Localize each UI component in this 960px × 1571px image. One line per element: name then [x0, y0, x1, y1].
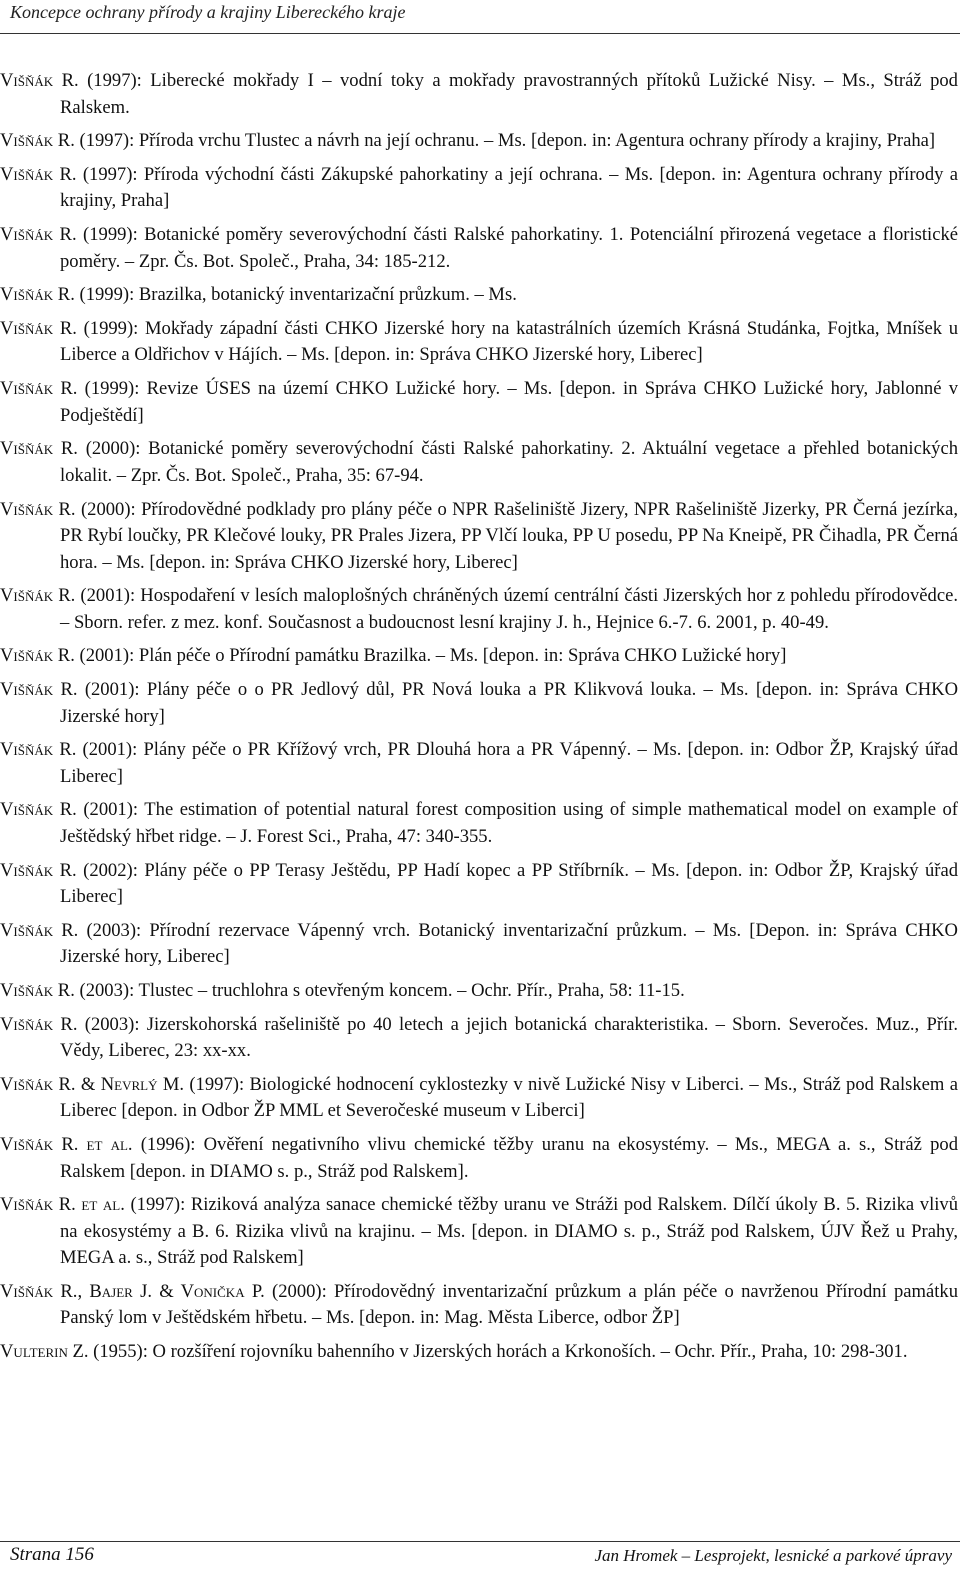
- reference-author: Višňák R.: [0, 70, 79, 91]
- reference-text: (1999): Mokřady západní části CHKO Jizerské hory na katastrálních územích Krásná Studánka, Fojtka, Mníšek u Liberce a Oldřichov v Hájích. – Ms. [depon. in: Správa CHKO Jizerské hory, Liberec]: [60, 317, 958, 366]
- reference-entry: [0, 583, 958, 636]
- reference-entry: [0, 1339, 958, 1366]
- reference-text: (2001): Hospodaření v lesích maloplošných chráněných území centrální části Jizerských hor z pohledu přírodovědce. – Sborn. refer. z mez. konf. Současnost a budoucnost lesní krajiny J. h., Hejnice 6.-7. 6. 2001, p. 40-49.: [60, 585, 958, 633]
- reference-entry: [0, 497, 958, 577]
- reference-entry: [0, 376, 958, 429]
- reference-author: Višňák R.: [0, 317, 77, 339]
- reference-author: Višňák R.: [0, 585, 76, 607]
- reference-text: (1996): Ověření negativního vlivu chemické těžby uranu na ekosystémy. – Ms., MEGA a. s., Stráž pod Ralskem [depon. in DIAMO s. p., Stráž pod Ralskem].: [60, 1134, 958, 1182]
- running-header: Koncepce ochrany přírody a krajiny Libereckého kraje: [10, 2, 406, 22]
- reference-author: Višňák R.: [0, 679, 78, 701]
- reference-text: (2002): Plány péče o PP Terasy Ještědu, PP Hadí kopec a PP Stříbrník. – Ms. [depon. in: Odbor ŽP, Krajský úřad Liberec]: [60, 859, 958, 908]
- reference-text: (1997): Riziková analýza sanace chemické těžby uranu ve Stráži pod Ralskem. Dílčí úkoly B. 5. Rizika vlivů na ekosystémy a B. 6. Rizika vlivů na krajinu. – Ms. [depon. in DIAMO s. p., Stráž pod Ralskem, ÚJV Řež u Prahy, MEGA a. s., Stráž pod Ralskem]: [60, 1194, 959, 1269]
- reference-entry: [0, 918, 958, 971]
- reference-entry: [0, 1072, 958, 1125]
- reference-text: (1999): Botanické poměry severovýchodní části Ralské pahorkatiny. 1. Potenciální přirozená vegetace a floristické poměry. – Zpr. Čs. Bot. Společ., Praha, 34: 185-212.: [60, 224, 958, 272]
- reference-list: [0, 68, 958, 1373]
- page-number: Strana 156: [10, 1544, 94, 1565]
- reference-text: (1997): Příroda vrchu Tlustec a návrh na její ochranu. – Ms. [depon. in: Agentura ochrany přírody a krajiny, Praha]: [74, 130, 936, 152]
- reference-entry: [0, 1132, 958, 1185]
- reference-text: (2001): Plány péče o o PR Jedlový důl, PR Nová louka a PR Klikvová louka. – Ms. [depon. in: Správa CHKO Jizerské hory]: [60, 679, 958, 727]
- reference-author: Višňák R.: [0, 378, 78, 400]
- reference-text: (1997): Příroda východní části Zákupské pahorkatiny a její ochrana. – Ms. [depon. in: Agentura ochrany přírody a krajiny, Praha]: [60, 163, 958, 212]
- reference-entry: [0, 436, 958, 489]
- reference-entry: [0, 677, 958, 730]
- reference-author: Višňák R.: [0, 498, 76, 520]
- reference-text: (2000): Botanické poměry severovýchodní části Ralské pahorkatiny. 2. Aktuální vegetace a přehled botanických lokalit. – Zpr. Čs. Bot. Společ., Praha, 35: 67-94.: [60, 438, 958, 486]
- footer-publisher: Jan Hromek – Lesprojekt, lesnické a parkové úpravy: [594, 1546, 952, 1565]
- reference-entry: [0, 162, 958, 215]
- reference-author: Vulterin Z.: [0, 1341, 89, 1363]
- reference-entry: [0, 222, 958, 275]
- reference-text: (2003): Jizerskohorská rašeliniště po 40 letech a jejich botanická charakteristika. – Sborn. Severočes. Muz., Přír. Vědy, Liberec, 23: xx-xx.: [60, 1013, 958, 1062]
- reference-text: (2000): Přírodovědné podklady pro plány péče o NPR Rašeliniště Jizery, NPR Rašeliniště Jizerky, PR Černá jezírka, PR Rybí loučky, PR Klečové louky, PR Prales Jizera, PP Vlčí louka, PP U posedu, PP Na Kneipě, PR Čihadla, PR Černá hora. – Ms. [depon. in: Správa CHKO Jizerské hory, Liberec]: [60, 498, 958, 573]
- reference-text: (2000): Přírodovědný inventarizační průzkum a plán péče o navrženou Přírodní památku Panský lom v Ještědském hřbetu. – Ms. [depon. in: Mag. Města Liberce, odbor ŽP]: [60, 1280, 958, 1329]
- reference-author: Višňák R. et al.: [0, 1134, 133, 1156]
- reference-author: Višňák R.: [0, 645, 75, 667]
- reference-text: (1955): O rozšíření rojovníku bahenního v Jizerských horách a Krkonoších. – Ochr. Přír., Praha, 10: 298-301.: [88, 1341, 908, 1363]
- header-rule: [0, 33, 960, 34]
- reference-author: Višňák R.: [0, 284, 75, 306]
- reference-author: Višňák R., Bajer J. & Vonička P.: [0, 1280, 265, 1302]
- reference-entry: [0, 737, 958, 790]
- reference-author: Višňák R. et al.: [0, 1194, 125, 1216]
- reference-author: Višňák R.: [0, 130, 75, 152]
- reference-entry: [0, 282, 958, 309]
- reference-entry: [0, 643, 958, 670]
- reference-entry: [0, 68, 958, 121]
- reference-author: Višňák R.: [0, 739, 77, 761]
- reference-text: (1999): Revize ÚSES na území CHKO Lužické hory. – Ms. [depon. in Správa CHKO Lužické hory, Jablonné v Podještědí]: [60, 378, 958, 426]
- reference-entry: [0, 1192, 958, 1272]
- reference-author: Višňák R.: [0, 980, 75, 1001]
- reference-text: (2001): Plán péče o Přírodní památku Brazilka. – Ms. [depon. in: Správa CHKO Lužické hory]: [74, 645, 787, 667]
- footer-rule: [0, 1541, 960, 1542]
- reference-entry: [0, 797, 958, 850]
- reference-entry: [0, 1279, 958, 1332]
- reference-entry: [0, 978, 958, 1005]
- reference-text: (2001): The estimation of potential natural forest composition using of simple mathematical model on example of Ještědský hřbet ridge. – J. Forest Sci., Praha, 47: 340-355.: [60, 799, 958, 847]
- reference-author: Višňák R.: [0, 1013, 78, 1035]
- reference-entry: [0, 316, 958, 369]
- reference-text: (2003): Tlustec – truchlohra s otevřeným koncem. – Ochr. Přír., Praha, 58: 11-15.: [74, 980, 685, 1001]
- reference-author: Višňák R.: [0, 799, 77, 821]
- reference-author: Višňák R. & Nevrlý M.: [0, 1073, 185, 1095]
- reference-author: Višňák R.: [0, 438, 78, 460]
- reference-author: Višňák R.: [0, 919, 79, 941]
- reference-entry: [0, 858, 958, 911]
- reference-author: Višňák R.: [0, 859, 77, 881]
- reference-author: Višňák R.: [0, 163, 77, 185]
- reference-entry: [0, 128, 958, 155]
- reference-text: (1997): Liberecké mokřady I – vodní toky a mokřady pravostranných přítoků Lužické Nisy. – Ms., Stráž pod Ralskem.: [60, 70, 958, 118]
- reference-text: (1997): Biologické hodnocení cyklostezky v nivě Lužické Nisy v Liberci. – Ms., Stráž pod Ralskem a Liberec [depon. in Odbor ŽP MML et Severočeské museum v Liberci]: [60, 1073, 958, 1122]
- reference-text: (2003): Přírodní rezervace Vápenný vrch. Botanický inventarizační průzkum. – Ms. [Depon. in: Správa CHKO Jizerské hory, Liberec]: [60, 919, 958, 968]
- reference-entry: [0, 1012, 958, 1065]
- reference-text: (2001): Plány péče o PR Křížový vrch, PR Dlouhá hora a PR Vápenný. – Ms. [depon. in: Odbor ŽP, Krajský úřad Liberec]: [60, 739, 958, 787]
- reference-author: Višňák R.: [0, 224, 77, 246]
- reference-text: (1999): Brazilka, botanický inventarizační průzkum. – Ms.: [74, 284, 517, 306]
